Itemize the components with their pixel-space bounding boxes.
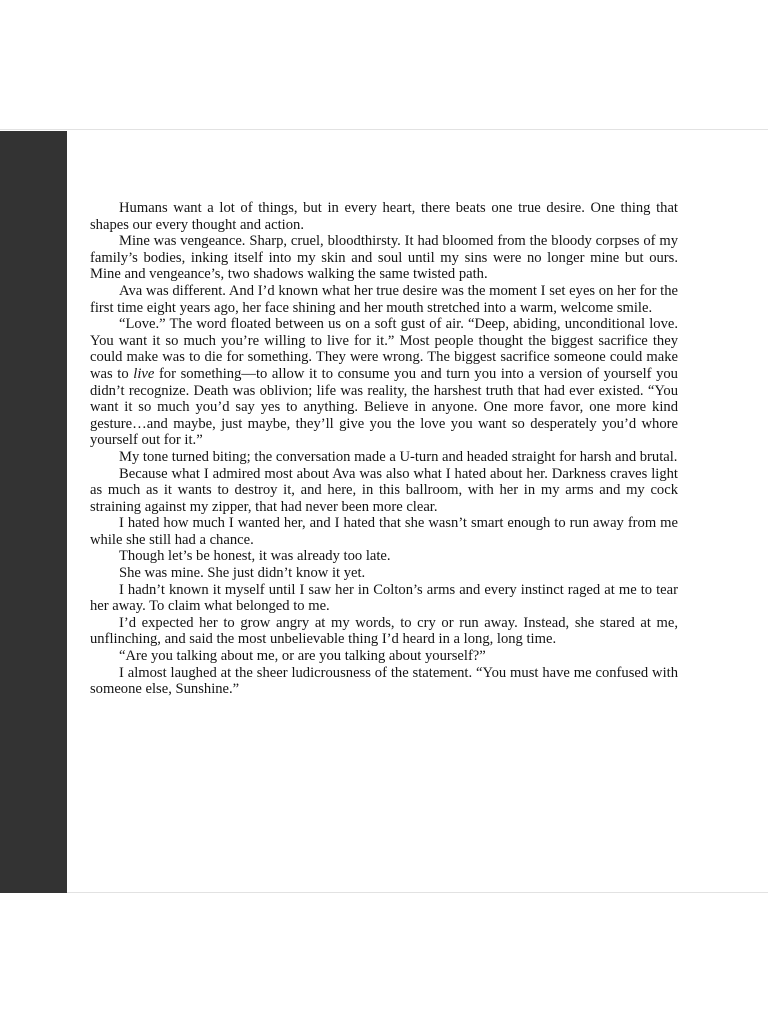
paragraph-1: Humans want a lot of things, but in every heart, there beats one true desire. One thing that shapes our every thought and action. bbox=[90, 200, 678, 233]
paragraph-12: “Are you talking about me, or are you talking about yourself?” bbox=[119, 648, 486, 665]
paragraph-5: My tone turned biting; the conversation made a U-turn and headed straight for harsh and brutal. bbox=[119, 448, 678, 465]
paragraph-7: I hated how much I wanted her, and I hated that she wasn’t smart enough to run away from me while she still had a chance. bbox=[90, 515, 678, 548]
document-body bbox=[90, 200, 678, 698]
paragraph-13: I almost laughed at the sheer ludicrousness of the statement. “You must have me confused with someone else, Sunshine.” bbox=[90, 664, 678, 698]
left-sidebar-bar bbox=[0, 131, 67, 893]
paragraph-4-emphasis: live bbox=[133, 365, 155, 382]
paragraph-4 bbox=[90, 316, 678, 449]
paragraph-4-part-1: “Love.” The word floated between us on a soft gust of air. “Deep, abiding, unconditional love. You want it so much you’re willing to live for it.” Most people thought the biggest sacrifice they could make was to die for something. They were wrong. The biggest sacrifice someone could make was to bbox=[90, 316, 678, 382]
paragraph-2: Mine was vengeance. Sharp, cruel, bloodthirsty. It had bloomed from the bloody corpses of my family’s bodies, inking itself into my skin and soul until my sins were no longer mine but ours. Mine and vengeance’s, two shadows walking the same twisted path. bbox=[90, 233, 678, 283]
paragraph-4-part-2: for something—to allow it to consume you and turn you into a version of yourself you didn’t recognize. Death was oblivion; life was reality, the harshest truth that had ever existed. “You want it so much you’d say yes to anything. Believe in anyone. One more favor, one more kind gesture…and maybe, just maybe, they’ll give you the love you want so desperately you’d whore yourself out for it.” bbox=[90, 365, 678, 449]
paragraph-11: I’d expected her to grow angry at my words, to cry or run away. Instead, she stared at me, unflinching, and said the most unbelievable thing I’d heard in a long, long time. bbox=[90, 614, 678, 648]
paragraph-9: She was mine. She just didn’t know it yet. bbox=[119, 565, 366, 582]
paragraph-3: Ava was different. And I’d known what her true desire was the moment I set eyes on her for the first time eight years ago, her face shining and her mouth stretched into a warm, welcome smile. bbox=[90, 282, 678, 316]
paragraph-8: Though let’s be honest, it was already too late. bbox=[119, 548, 391, 565]
paragraph-10: I hadn’t known it myself until I saw her in Colton’s arms and every instinct raged at me to tear her away. To claim what belonged to me. bbox=[90, 581, 678, 615]
paragraph-6: Because what I admired most about Ava was also what I hated about her. Darkness craves light as much as it wants to destroy it, and here, in this ballroom, with her in my arms and my cock straining against my zipper, that had never been more clear. bbox=[90, 465, 678, 515]
